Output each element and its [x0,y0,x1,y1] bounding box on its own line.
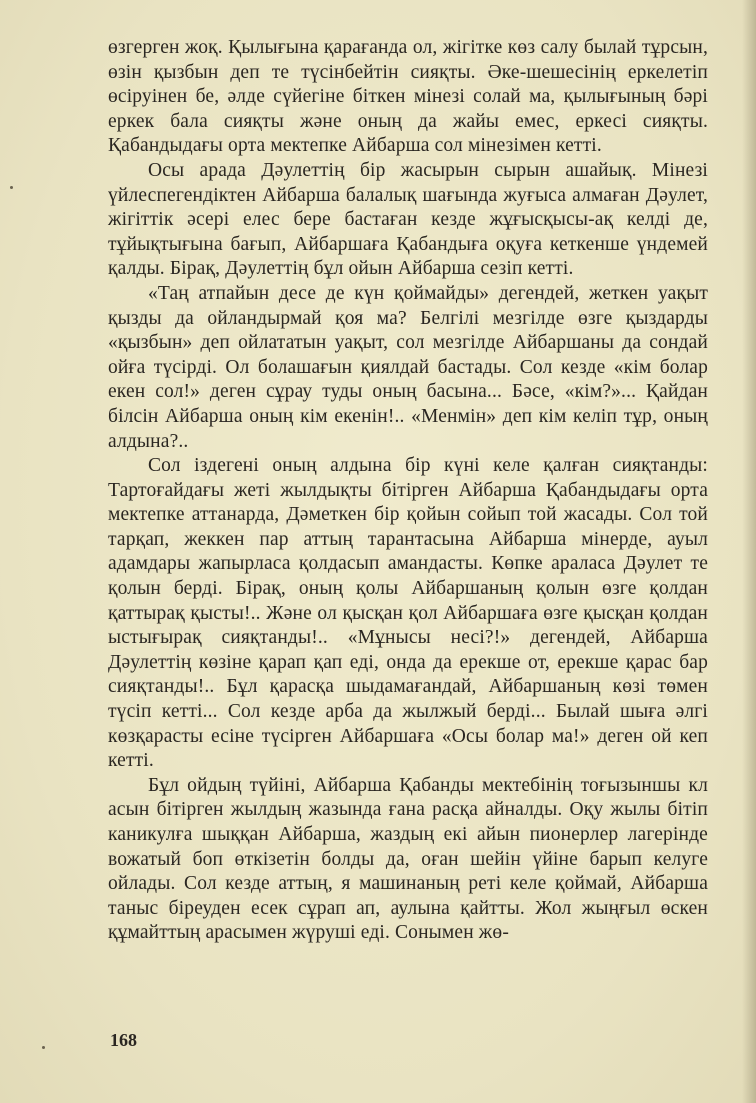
page-text [108,36,708,946]
paragraph-3: «Таң атпайын десе де күн қоймайды» дегендей, жеткен уақыт қызды да ойландырмай қоя ма? Белгілі мезгілде өзге қыздарды «қызбын» деп ойлататын уақыт, сол мезгілде Айбаршаны да сондай ойға түсірді. Ол болашағын қиялдай бастады. Сол кезде «кім болар екен сол!» деген сұрау туды оның басына... Бәсе, «кім?»... Қайдан білсін Айбарша оның кім екенін!.. «Менмін» деп кім келіп тұр, оның алдына?.. [108,282,708,452]
paragraph-1: өзгерген жоқ. Қылығына қарағанда ол, жігітке көз салу былай тұрсын, өзін қызбын деп те түсінбейтін сияқты. Әке-шешесінің еркелетіп өсіруінен бе, әлде сүйегіне біткен мінезі солай ма, қылығының бәрі еркек бала сияқты және оның да жайы емес, еркесі сияқты. Қабандыдағы орта мектепке Айбарша сол мінезімен кетті. [108,37,708,157]
page-number: 168 [110,1030,137,1050]
margin-speck [10,186,13,189]
margin-speck [42,1046,45,1049]
paragraph-2: Осы арада Дәулеттің бір жасырын сырын ашайық. Мінезі үйлеспегендіктен Айбарша балалық шағында жуғыса алмаған Дәулет, жігіттік әсері елес бере бастаған кезде жұғысқысы-ақ келді де, тұйықтығына бағып, Айбаршаға Қабандыға оқуға кеткенше үндемей қалды. Бірақ, Дәулеттің бұл ойын Айбарша сезіп кетті. [108,159,708,280]
paragraph-5: Бұл ойдың түйіні, Айбарша Қабанды мектебінің тоғызыншы кл асын бітірген жылдың жазында ғана расқа айналды. Оқу жылы бітіп каникулға шыққан Айбарша, жаздың екі айын пионерлер лагерінде вожатый боп өткізетін болды да, оған шейін үйіне барып келуге ойлады. Сол кезде аттың, я машинаның реті келе қоймай, Айбарша таныс біреуден есек сұрап ап, аулына қайтты. Жол жыңғыл өскен құмайттың арасымен жүруші еді. Сонымен жө- [108,774,708,944]
page-edge-shadow [742,0,756,1103]
paragraph-4: Сол іздегені оның алдына бір күні келе қалған сияқтанды: Тартоғайдағы жеті жылдықты бітірген Айбарша Қабандыдағы орта мектепке аттанарда, Дәметкен бір қойын сойып той жасады. Сол той тарқап, жеккен пар аттың тарантасына Айбарша мінерде, ауыл адамдары жапырласа қолдасып амандасты. Көпке араласа Дәулет те қолын берді. Бірақ, оның қолы Айбаршаның қолын өзге қолдан қаттырақ қысты!.. Және ол қысқан қол Айбаршаға өзге қысқан қолдан ыстығырақ сияқтанды!.. «Мұнысы несі?!» дегендей, Айбарша Дәулеттің көзіне қарап қап еді, онда да ерекше от, ерекше қарас бар сияқтанды!.. Бұл қарасқа шыдамағандай, Айбаршаның көзі төмен түсіп кетті... Сол кезде арба да жылжый берді... Былай шыға әлгі көзқарасты есіне түсірген Айбаршаға «Осы болар ма!» деген ой кеп кетті. [108,455,708,772]
